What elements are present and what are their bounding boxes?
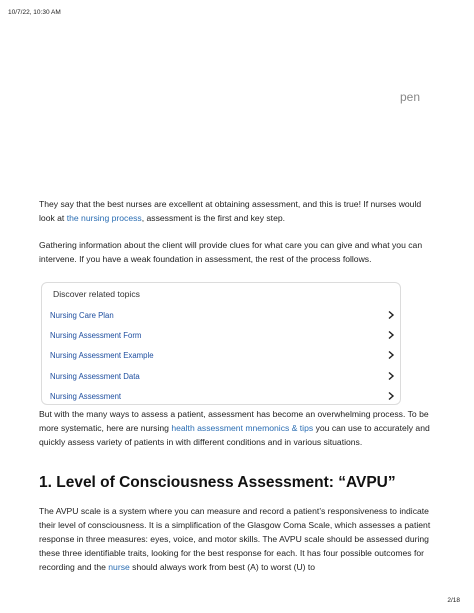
chevron-right-icon <box>386 330 396 340</box>
health-assessment-mnemonics-link[interactable]: health assessment mnemonics & tips <box>171 423 314 433</box>
site-logo-fragment: pen <box>400 90 421 104</box>
nursing-process-link[interactable]: the nursing process <box>66 213 142 223</box>
related-topics-box <box>41 282 401 405</box>
topic-label: Nursing Care Plan <box>50 310 114 320</box>
print-page-number: 2/18 <box>447 597 460 604</box>
topic-item-nursing-assessment-form[interactable] <box>50 328 396 342</box>
topic-label: Nursing Assessment Data <box>50 371 140 381</box>
mnemonics-paragraph <box>39 407 439 449</box>
topic-label: Nursing Assessment <box>50 391 122 401</box>
gathering-paragraph: Gathering information about the client will provide clues for what care you can give and what you can intervene. If you have a weak foundation in assessment, the rest of the process follows. <box>39 240 423 264</box>
section-heading-avpu: 1. Level of Consciousness Assessment: “AVPU” <box>39 474 396 491</box>
topic-label: Nursing Assessment Form <box>50 330 142 340</box>
intro-text-after: , assessment is the first and key step. <box>141 213 286 223</box>
mnemonics-text-after: you can use to accurately and quickly assess variety of patients in with different conditions and in various situations. <box>39 423 430 447</box>
avpu-paragraph <box>39 504 439 574</box>
intro-paragraph <box>39 197 439 225</box>
topic-label: Nursing Assessment Example <box>50 350 154 360</box>
intro-text-before: They say that the best nurses are excellent at obtaining assessment, and this is true! If nurses would look at <box>39 199 422 223</box>
topic-item-nursing-assessment-data[interactable] <box>50 369 396 383</box>
avpu-text-before: The AVPU scale is a system where you can measure and record a patient’s responsiveness to indicate their level of consciousness. It is a simplification of the Glasgow Coma Scale, which assesses a patient response in three measures: eyes, voice, and motor skills. The AVPU scale should be assessed during these three identifiable traits, looking for the best response for each. It has four possible outcomes for recording and the <box>39 506 431 572</box>
chevron-right-icon <box>386 391 396 401</box>
chevron-right-icon <box>386 310 396 320</box>
topic-item-nursing-assessment[interactable] <box>50 389 396 403</box>
topic-item-nursing-assessment-example[interactable] <box>50 348 396 362</box>
mnemonics-text-before: But with the many ways to assess a patient, assessment has become an overwhelming process. To be more systematic, here are nursing <box>39 409 429 433</box>
topic-item-nursing-care-plan[interactable] <box>50 308 396 322</box>
nurse-link[interactable]: nurse <box>108 562 130 572</box>
avpu-text-after: should always work from best (A) to worst (U) to <box>129 562 316 572</box>
related-topics-title: Discover related topics <box>53 289 140 299</box>
chevron-right-icon <box>386 350 396 360</box>
chevron-right-icon <box>386 371 396 381</box>
print-datetime: 10/7/22, 10:30 AM <box>8 9 61 16</box>
